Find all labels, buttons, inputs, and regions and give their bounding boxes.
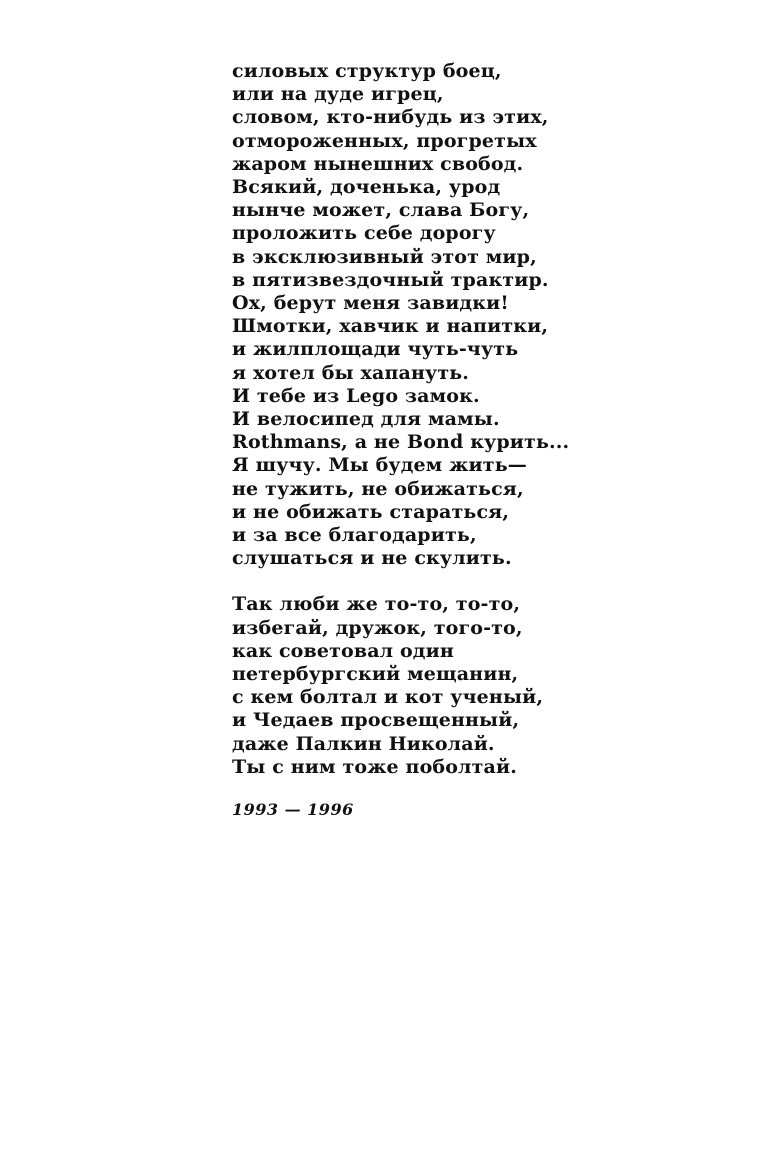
poem-text xyxy=(232,60,752,779)
poem-line: и не обижать стараться, xyxy=(232,500,510,523)
poem-line: с кем болтал и кот ученый, xyxy=(232,686,544,709)
poem-line: словом, кто-нибудь из этих, xyxy=(232,106,549,129)
poem-line: Всякий, доченька, урод xyxy=(232,176,501,199)
poem-line: И велосипед для мамы. xyxy=(232,408,500,431)
poem-line: и Чедаев просвещенный, xyxy=(232,709,520,732)
poem-line: или на дуде игрец, xyxy=(232,83,444,106)
poem-line: и жилплощади чуть-чуть xyxy=(232,338,519,361)
poem-line: Ох, берут меня завидки! xyxy=(232,292,509,315)
stanza-2 xyxy=(232,593,752,779)
poem-line: силовых структур боец, xyxy=(232,60,502,82)
poem-line: проложить себе дорогу xyxy=(232,222,496,245)
stanza-1 xyxy=(232,60,752,570)
poem-line: как советовал один xyxy=(232,639,454,662)
poem-line: я хотел бы хапануть. xyxy=(232,361,470,384)
poem-line: слушаться и не скулить. xyxy=(232,547,512,570)
poem-line: Rothmans, а не Bond курить... xyxy=(232,431,570,454)
poem-line: избегай, дружок, того-то, xyxy=(232,616,523,639)
poem-line: жаром нынешних свобод. xyxy=(232,152,524,175)
stanza-divider xyxy=(232,570,752,593)
poem-line: даже Палкин Николай. xyxy=(232,732,495,755)
poem-line: нынче может, слава Богу, xyxy=(232,199,530,222)
poem-line: не тужить, не обижаться, xyxy=(232,477,524,500)
poem-line: Шмотки, хавчик и напитки, xyxy=(232,315,549,338)
poem-line: отмороженных, прогретых xyxy=(232,129,537,152)
poem-line: петербургский мещанин, xyxy=(232,663,519,686)
poem-line: Ты с ним тоже поболтай. xyxy=(232,755,517,778)
poem-line: в пятизвездочный трактир. xyxy=(232,268,549,291)
poem-line: Я шучу. Мы будем жить— xyxy=(232,454,527,477)
poem-line: и за все благодарить, xyxy=(232,524,477,547)
poem-line: И тебе из Lego замок. xyxy=(232,384,480,407)
poem-line: Так люби же то-то, то-то, xyxy=(232,593,521,616)
poem-line: в эксклюзивный этот мир, xyxy=(232,245,537,268)
poem-date: 1993 — 1996 xyxy=(232,800,354,819)
